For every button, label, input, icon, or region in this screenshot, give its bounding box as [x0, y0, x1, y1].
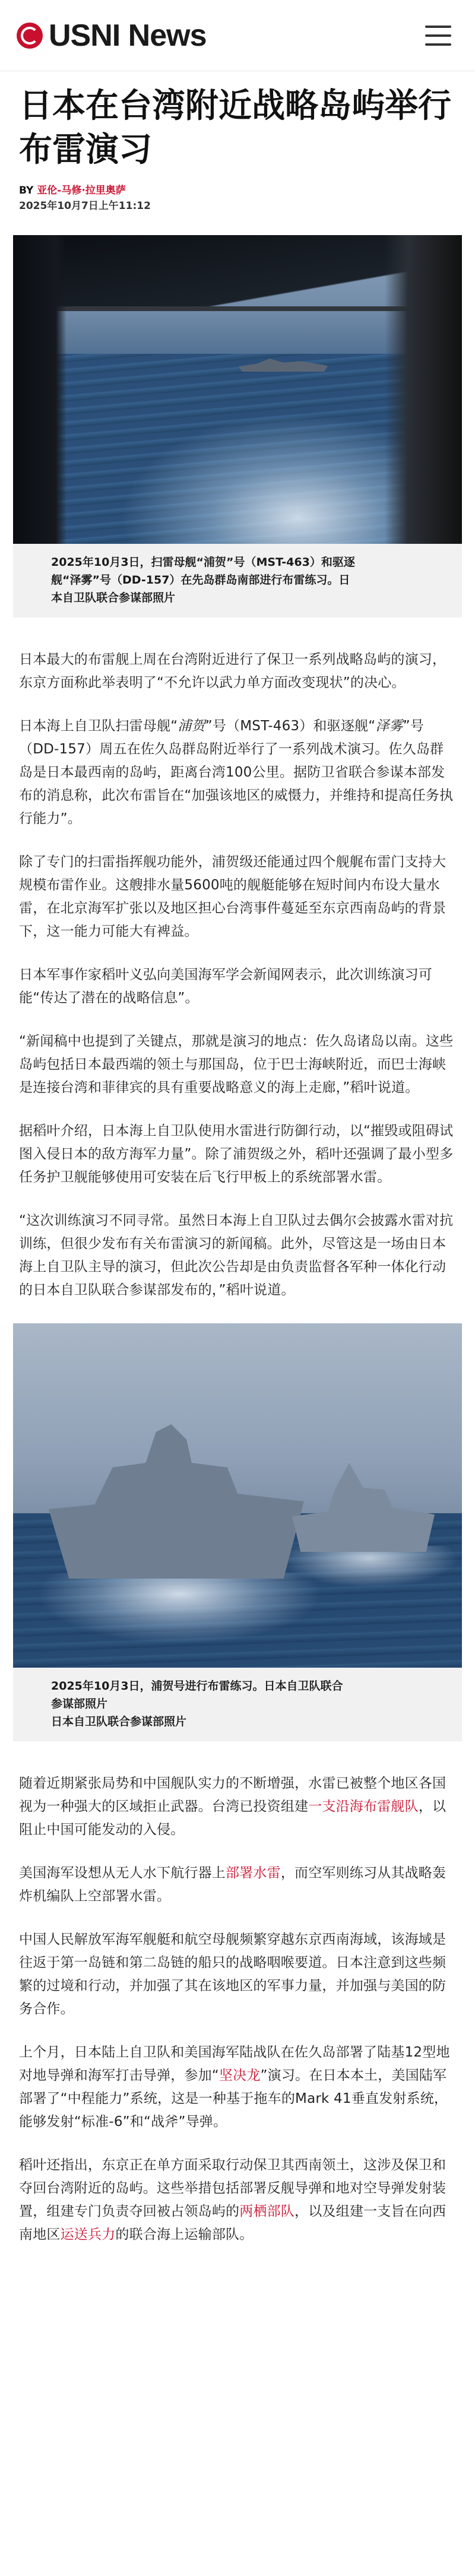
author-link[interactable]: 亚伦-马修·拉里奥萨 [37, 185, 126, 197]
text-span: ”号（DD-157）周五在佐久岛群岛附近举行了一系列战术演习。佐久岛群岛是日本最西南的岛屿，距离台湾100公里。据防卫省联合参谋本部发布的消息称，此次布雷旨在“加强该地区的威慑力，并维持和提高任务执行能力”。 [19, 718, 454, 826]
caption-line: 日本自卫队联合参谋部照片 [51, 1715, 187, 1728]
photo-wake [280, 1546, 458, 1588]
paragraph [19, 1772, 456, 1842]
ship-name: 浦贺 [178, 718, 205, 734]
text-span: ，而空军则练习从其战略轰炸机编队上空部署水雷。 [19, 1865, 446, 1904]
article-body [19, 648, 456, 1302]
transport-troops-link[interactable]: 运送兵力 [60, 2227, 116, 2242]
caption-line: 2025年10月3日，扫雷母舰“浦贺”号（MST-463）和驱逐 [51, 556, 355, 569]
caption-line: 参谋部照片 [51, 1697, 108, 1710]
text-span: 日本海上自卫队扫雷母舰“ [19, 718, 178, 734]
photo-destroyer-silhouette [292, 1463, 435, 1552]
logo-text: USNI News [49, 18, 207, 53]
resolute-dragon-link[interactable]: 坚决龙 [218, 2068, 261, 2083]
photo-ships-at-sea [13, 1323, 462, 1668]
paragraph: 除了专门的扫雷指挥舰功能外，浦贺级还能通过四个舰艉布雷门支持大规模布雷作业。这艘排水量5600吨的舰艇能够在短时间内布设大量水雷，在北京海军扩张以及地区担心台湾事件蔓延至东京西南岛屿的背景下，这一能力可能大有裨益。 [19, 854, 446, 939]
photo-hull-frame-left [13, 235, 66, 544]
byline [19, 183, 456, 198]
text-span: 美国海军设想从无人水下航行器上 [19, 1865, 226, 1881]
photo-deck-rail [49, 306, 426, 311]
paragraph: “新闻稿中也提到了关键点，那就是演习的地点：佐久岛诸岛以南。这些岛屿包括日本最西端的领土与那国岛，位于巴士海峡附近，而巴士海峡是连接台湾和菲律宾的具有重要战略意义的海上走廊，”稻叶说道。 [19, 1034, 454, 1095]
photo-minelayer-at-sea [13, 235, 462, 544]
menu-bar [425, 43, 451, 46]
menu-bar [425, 34, 451, 37]
figure-2-caption [13, 1668, 462, 1741]
paragraph [19, 1862, 456, 1908]
coastal-minelayer-fleet-link[interactable]: 一支沿海布雷舰队 [308, 1799, 419, 1814]
figure-2 [13, 1323, 462, 1741]
text-span: 随着近期紧张局势和中国舰队实力的不断增强，水雷已被整个地区各国视为一种强大的区域拒止武器。台湾已投资组建 [19, 1776, 446, 1814]
paragraph [19, 2154, 456, 2247]
caption-line: 舰“泽雾”号（DD-157）在先岛群岛南部进行布雷练习。日 [51, 573, 350, 587]
photo-hull-frame-right [385, 235, 462, 544]
figure-1-caption [13, 544, 462, 617]
paragraph [19, 2041, 456, 2134]
text-span: 的联合海上运输部队。 [115, 2227, 254, 2242]
text-span: 稻叶还指出，东京正在单方面采取行动保卫其西南领土，这涉及保卫和夺回台湾附近的岛屿。这些举措包括部署反舰导弹和地对空导弹发射装置，组建专门负责夺回被占领岛屿的 [19, 2157, 446, 2219]
site-logo[interactable] [17, 18, 207, 53]
paragraph: “这次训练演习不同寻常。虽然日本海上自卫队过去偶尔会披露水雷对抗训练，但很少发布有关布雷演习的新闻稿。此外，尽管这是一场由日本海上自卫队主导的演习，但此次公告却是由负责监督各军种一体化行动的日本自卫队联合参谋部发布的，”稻叶说道。 [19, 1213, 454, 1298]
paragraph: 据稻叶介绍，日本海上自卫队使用水雷进行防御行动，以“摧毁或阻碍试图入侵日本的敌方海军力量”。除了浦贺级之外，稻叶还强调了最小型多任务护卫舰能够使用可安装在后飞行甲板上的系统部署水雷。 [19, 1123, 454, 1185]
amphibious-force-link[interactable]: 两栖部队 [239, 2204, 295, 2219]
caption-line: 本自卫队联合参谋部照片 [51, 591, 176, 604]
photo-uraga-silhouette [49, 1424, 304, 1579]
site-header [0, 0, 475, 71]
text-span: ，以阻止中国可能发动的入侵。 [19, 1799, 446, 1837]
deploy-mines-link[interactable]: 部署水雷 [226, 1865, 281, 1881]
publish-date: 2025年10月7日上午11:12 [19, 200, 151, 212]
article-title: 日本在台湾附近战略岛屿举行布雷演习 [19, 87, 451, 169]
hamburger-menu-icon[interactable] [425, 26, 451, 46]
photo-wake [37, 1573, 322, 1644]
paragraph: 中国人民解放军海军舰艇和航空母舰频繁穿越东京西南海域，该海域是往返于第一岛链和第二岛链的船只的战略咽喉要道。日本注意到这些频繁的过境和行动，并加强了其在该地区的军事力量，并加强与美国的防务合作。 [19, 1932, 446, 2017]
caption-line: 2025年10月3日，浦贺号进行布雷练习。日本自卫队联合 [51, 1680, 343, 1693]
paragraph: 日本军事作家稻叶义弘向美国海军学会新闻网表示，此次训练演习可能“传达了潜在的战略信息”。 [19, 967, 432, 1006]
ship-name: 泽雾 [375, 718, 403, 734]
paragraph [19, 715, 456, 831]
figure-1 [13, 235, 462, 617]
text-span: ”号（MST-463）和驱逐舰“ [205, 718, 376, 734]
photo-wake [120, 413, 417, 544]
article-meta [19, 183, 456, 214]
article-body-2 [19, 1772, 456, 2247]
text-span: 上个月，日本陆上自卫队和美国海军陆战队在佐久岛部署了陆基12型地对地导弹和海军打击导弹，参加“ [19, 2045, 450, 2083]
text-span: ，以及组建一支旨在向西南地区 [19, 2204, 446, 2242]
logo-mark-icon [17, 23, 43, 49]
menu-bar [425, 26, 451, 28]
byline-prefix: BY [19, 185, 34, 197]
paragraph: 日本最大的布雷舰上周在台湾附近进行了保卫一系列战略岛屿的演习，东京方面称此举表明了“不允许以武力单方面改变现状”的决心。 [19, 652, 446, 690]
text-span: ”演习。在日本本土，美国陆军部署了“中程能力”系统，这是一种基于拖车的Mark 41垂直发射系统，能够发射“标准-6”和“战斧”导弹。 [19, 2068, 448, 2130]
